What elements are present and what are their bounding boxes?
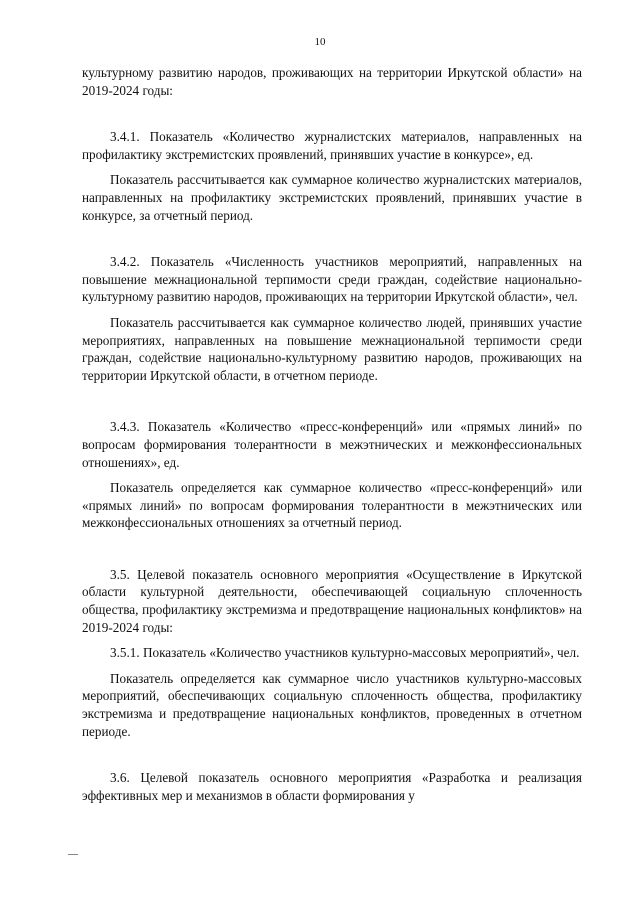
paragraph-3-5-1-heading: 3.5.1. Показатель «Количество участников культурно-массовых мероприятий», чел. [110,645,580,661]
document-body [82,64,582,804]
paragraph-3-5-heading: 3.5. Целевой показатель основного мероприятия «Осуществление в Иркутской области культурной деятельности, обеспечивающей социальную сплоченность общества, профилактику экстремизма и предотвращение национальных конфликтов» на 2019-2024 годы: [82,566,582,635]
page-number: 10 [314,36,326,48]
paragraph-3-4-2-description: Показатель рассчитывается как суммарное количество людей, принявших участие мероприятиях, направленных на повышение межнациональной терпимости среди граждан, содействие национально-культурному развитию народов, проживающих на территории Иркутской области, в отчетном периоде. [82,314,582,383]
paragraph-3-4-1-description: Показатель рассчитывается как суммарное количество журналистских материалов, направленных на профилактику экстремистских проявлений, принявших участие в конкурсе, за отчетный период. [82,172,582,223]
paragraph-3-4-3-description: Показатель определяется как суммарное количество «пресс-конференций» или «прямых линий» по вопросам формирования толерантности в межэтнических или межконфессиональных отношениях за отчетный период. [82,480,582,531]
paragraph-3-4-3-heading: 3.4.3. Показатель «Количество «пресс-конференций» или «прямых линий» по вопросам формирования толерантности в межэтнических и межконфессиональных отношениях», ед. [82,419,582,470]
paragraph-continuation: культурному развитию народов, проживающих на территории Иркутской области» на 2019-2024 годы: [82,65,582,98]
paragraph-3-4-2-heading: 3.4.2. Показатель «Численность участников мероприятий, направленных на повышение межнациональной терпимости среди граждан, содействие национально-культурному развитию народов, проживающих на территории Иркутской области», чел. [82,254,582,305]
paragraph-3-5-1-description: Показатель определяется как суммарное число участников культурно-массовых мероприятий, обеспечивающих социальную сплоченность общества, профилактику экстремизма и предотвращение национальных конфликтов, проведенных в отчетном периоде. [82,670,582,739]
footer-mark [68,854,78,855]
paragraph-3-4-1-heading: 3.4.1. Показатель «Количество журналистских материалов, направленных на профилактику экстремистских проявлений, принявших участие в конкурсе», ед. [82,129,582,162]
paragraph-3-6-heading: 3.6. Целевой показатель основного мероприятия «Разработка и реализация эффективных мер и механизмов в области формирования у [82,770,582,803]
